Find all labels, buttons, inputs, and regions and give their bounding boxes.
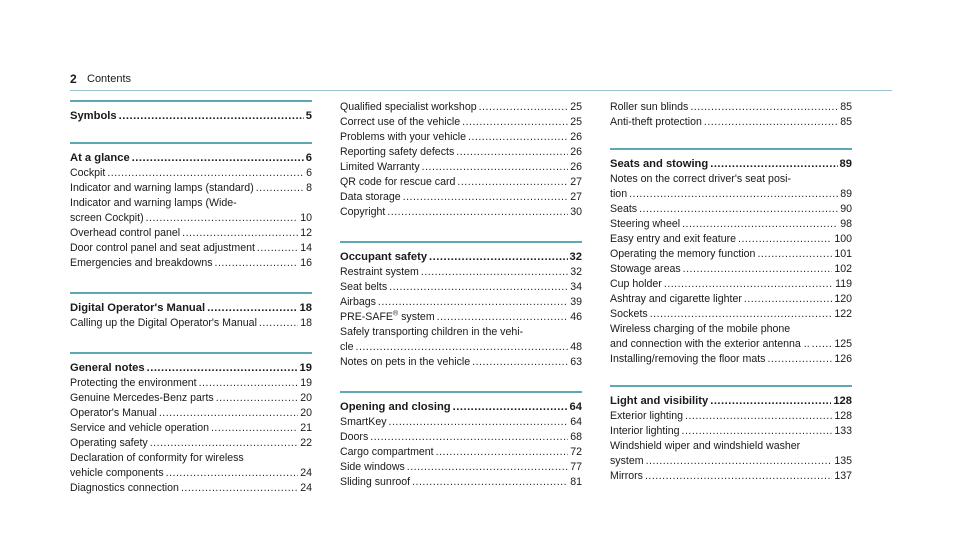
- leader-dots: [468, 130, 568, 145]
- leader-dots: [147, 360, 298, 376]
- leader-dots: [710, 393, 831, 409]
- toc-entry[interactable]: [70, 421, 312, 436]
- leader-dots: [207, 300, 297, 316]
- toc-entry-label: Reporting safety defects: [340, 146, 455, 158]
- toc-entry-label: Notes on pets in the vehicle: [340, 356, 471, 368]
- section-heading-label: Light and visibility: [610, 395, 709, 407]
- leader-dots: [683, 262, 833, 277]
- section-heading-label: Digital Operator's Manual: [70, 302, 206, 314]
- toc-entry-page: 20: [300, 392, 312, 404]
- section-heading-label: Seats and stowing: [610, 158, 709, 170]
- leader-dots: [259, 316, 298, 331]
- toc-entry-label: Data storage: [340, 191, 401, 203]
- toc-entry[interactable]: [610, 262, 852, 277]
- toc-entry-label: Restraint system: [340, 266, 419, 278]
- toc-section: [340, 100, 582, 220]
- toc-entry[interactable]: [70, 376, 312, 391]
- toc-entry-page: 25: [570, 101, 582, 113]
- toc-entry-page: 26: [570, 131, 582, 143]
- toc-entry-label: Seat belts: [340, 281, 388, 293]
- toc-entry[interactable]: [610, 337, 852, 352]
- section-heading[interactable]: [610, 393, 852, 409]
- toc-entry[interactable]: [70, 391, 312, 406]
- section-heading[interactable]: [70, 108, 312, 124]
- toc-entry-label: Emergencies and breakdowns: [70, 257, 213, 269]
- toc-entry[interactable]: [340, 475, 582, 490]
- leader-dots: [146, 211, 299, 226]
- toc-entry-label: Declaration of conformity for wireless: [70, 452, 244, 464]
- leader-dots: [457, 175, 568, 190]
- leader-dots: [199, 376, 299, 391]
- section-heading-page: 19: [299, 362, 312, 374]
- toc-section: [70, 292, 312, 331]
- toc-entry[interactable]: [340, 295, 582, 310]
- toc-entry-label: Ashtray and cigarette lighter: [610, 293, 742, 305]
- leader-dots: [767, 352, 832, 367]
- toc-entry-label: Service and vehicle operation: [70, 422, 209, 434]
- toc-entry-label: Operating the memory function: [610, 248, 756, 260]
- toc-entry-label: system: [610, 455, 644, 467]
- toc-entry-label: Interior lighting: [610, 425, 680, 437]
- leader-dots: [812, 337, 833, 352]
- toc-entry-label: Wireless charging of the mobile phone: [610, 323, 791, 335]
- toc-column-2: [340, 100, 582, 508]
- toc-entry-page: 6: [306, 167, 312, 179]
- toc-entry-label: tion: [610, 188, 628, 200]
- leader-dots: [215, 256, 299, 271]
- toc-entry-page: 72: [570, 446, 582, 458]
- leader-dots: [389, 415, 569, 430]
- toc-entry-page: 21: [300, 422, 312, 434]
- toc-section: [610, 148, 852, 367]
- leader-dots: [479, 100, 569, 115]
- toc-entry-page: 27: [570, 191, 582, 203]
- toc-entry-page: 8: [306, 182, 312, 194]
- toc-entry-page: 32: [570, 266, 582, 278]
- toc-entry-label: Windshield wiper and windshield washer: [610, 440, 801, 452]
- section-divider: [70, 292, 312, 294]
- section-divider: [610, 385, 852, 387]
- toc-entry[interactable]: [70, 226, 312, 241]
- section-heading-label: Symbols: [70, 110, 117, 122]
- toc-entry[interactable]: [340, 175, 582, 190]
- leader-dots: [107, 166, 304, 181]
- toc-entry-label: and connection with the exterior antenna ..: [610, 338, 810, 350]
- toc-entry[interactable]: [610, 469, 852, 484]
- toc-entry-page: 16: [300, 257, 312, 269]
- toc-entry-label: Mirrors: [610, 470, 643, 482]
- toc-entry-label: screen Cockpit): [70, 212, 144, 224]
- section-heading-label: General notes: [70, 362, 145, 374]
- section-heading-label: At a glance: [70, 152, 130, 164]
- toc-entry-label: Doors: [340, 431, 369, 443]
- toc-entry-page: 98: [840, 218, 852, 230]
- leader-dots: [370, 430, 568, 445]
- leader-dots: [682, 217, 838, 232]
- leader-dots: [132, 150, 304, 166]
- section-heading[interactable]: [70, 360, 312, 376]
- section-heading-page: 32: [569, 251, 582, 263]
- toc-entry[interactable]: [70, 181, 312, 196]
- toc-entry-page: 89: [840, 188, 852, 200]
- toc-entry-label: Calling up the Digital Operator's Manual: [70, 317, 257, 329]
- leader-dots: [710, 156, 837, 172]
- toc-entry[interactable]: [340, 415, 582, 430]
- leader-dots: [472, 355, 568, 370]
- toc-entry[interactable]: [610, 100, 852, 115]
- leader-dots: [150, 436, 298, 451]
- toc-entry-page: 18: [300, 317, 312, 329]
- toc-entry-label: Diagnostics connection: [70, 482, 179, 494]
- toc-entry-page: 100: [834, 233, 852, 245]
- toc-entry-page: 48: [570, 341, 582, 353]
- toc-entry-page: 64: [570, 416, 582, 428]
- toc-entry-page: 10: [300, 212, 312, 224]
- toc-entry-label: Copyright: [340, 206, 386, 218]
- toc-entry-page: 85: [840, 116, 852, 128]
- leader-dots: [646, 454, 833, 469]
- toc-entry-label: Cockpit: [70, 167, 106, 179]
- leader-dots: [159, 406, 298, 421]
- toc-entry[interactable]: [340, 190, 582, 205]
- toc-entry[interactable]: [340, 445, 582, 460]
- section-heading[interactable]: [70, 300, 312, 316]
- leader-dots: [421, 265, 568, 280]
- toc-entry-label: Notes on the correct driver's seat posi-: [610, 173, 792, 185]
- toc-entry[interactable]: [610, 352, 852, 367]
- section-divider: [70, 100, 312, 102]
- toc-section: [340, 391, 582, 490]
- toc-entry[interactable]: [610, 307, 852, 322]
- toc-entry-label: Overhead control panel: [70, 227, 181, 239]
- toc-entry-page: 14: [300, 242, 312, 254]
- toc-entry[interactable]: [340, 160, 582, 175]
- leader-dots: [690, 100, 838, 115]
- leader-dots: [453, 399, 568, 415]
- leader-dots: [682, 424, 833, 439]
- toc-entry-page: 120: [834, 293, 852, 305]
- toc-entry[interactable]: [610, 424, 852, 439]
- toc-entry-label: Door control panel and seat adjustment: [70, 242, 255, 254]
- toc-entry-page: 135: [834, 455, 852, 467]
- toc-entry[interactable]: [70, 436, 312, 451]
- toc-entry-label: Problems with your vehicle: [340, 131, 466, 143]
- toc-section: [70, 100, 312, 124]
- toc-entry[interactable]: [340, 355, 582, 370]
- toc-entry-line[interactable]: [340, 325, 582, 340]
- leader-dots: [456, 145, 568, 160]
- section-heading-page: 5: [305, 110, 312, 122]
- toc-entry[interactable]: [610, 202, 852, 217]
- leader-dots: [403, 190, 569, 205]
- toc-entry[interactable]: [340, 340, 582, 355]
- toc-entry-page: 12: [300, 227, 312, 239]
- toc-entry-label: QR code for rescue card: [340, 176, 456, 188]
- page-title: Contents: [87, 73, 132, 85]
- toc-entry-label: Sockets: [610, 308, 648, 320]
- toc-entry-page: 77: [570, 461, 582, 473]
- leader-dots: [389, 280, 568, 295]
- toc-entry-page: 27: [570, 176, 582, 188]
- toc-entry-line[interactable]: [610, 322, 852, 337]
- toc-entry-page: 90: [840, 203, 852, 215]
- toc-entry[interactable]: [70, 481, 312, 496]
- section-heading[interactable]: [340, 249, 582, 265]
- toc-entry-page: 20: [300, 407, 312, 419]
- toc-entry[interactable]: [70, 466, 312, 481]
- section-heading-page: 18: [299, 302, 312, 314]
- section-heading-page: 89: [839, 158, 852, 170]
- toc-entry[interactable]: [340, 115, 582, 130]
- leader-dots: [166, 466, 299, 481]
- leader-dots: [645, 469, 832, 484]
- leader-dots: [744, 292, 832, 307]
- toc-entry[interactable]: [610, 292, 852, 307]
- toc-entry[interactable]: [340, 145, 582, 160]
- page-header: [70, 72, 892, 91]
- toc-entry-page: 137: [834, 470, 852, 482]
- toc-entry-label: Anti-theft protection: [610, 116, 702, 128]
- leader-dots: [211, 421, 298, 436]
- toc-entry-label: Safely transporting children in the vehi-: [340, 326, 524, 338]
- toc-entry-page: 128: [834, 410, 852, 422]
- leader-dots: [119, 108, 304, 124]
- section-heading-label: Occupant safety: [340, 251, 428, 263]
- toc-entry-page: 68: [570, 431, 582, 443]
- toc-entry-label: Seats: [610, 203, 638, 215]
- toc-entry-page: 85: [840, 101, 852, 113]
- toc-entry-page: 25: [570, 116, 582, 128]
- toc-entry-label: Roller sun blinds: [610, 101, 689, 113]
- toc-entry-label: Qualified specialist workshop: [340, 101, 477, 113]
- leader-dots: [436, 445, 569, 460]
- toc-entry[interactable]: [610, 217, 852, 232]
- leader-dots: [462, 115, 568, 130]
- toc-entry-line[interactable]: [70, 451, 312, 466]
- toc-entry[interactable]: [70, 406, 312, 421]
- leader-dots: [378, 295, 568, 310]
- toc-entry-page: 22: [300, 437, 312, 449]
- toc-column-3: [610, 100, 852, 502]
- toc-entry-page: 101: [834, 248, 852, 260]
- leader-dots: [685, 409, 832, 424]
- toc-entry-page: 119: [835, 278, 852, 290]
- toc-entry-label: Installing/removing the floor mats: [610, 353, 766, 365]
- toc-entry-page: 30: [570, 206, 582, 218]
- section-heading[interactable]: [340, 399, 582, 415]
- leader-dots: [407, 460, 568, 475]
- toc-entry-page: 81: [570, 476, 582, 488]
- section-heading[interactable]: [70, 150, 312, 166]
- toc-entry-label: Airbags: [340, 296, 376, 308]
- toc-entry-label: Cup holder: [610, 278, 662, 290]
- section-heading-page: 64: [569, 401, 582, 413]
- leader-dots: [738, 232, 832, 247]
- toc-entry-page: 63: [570, 356, 582, 368]
- toc-entry-label: Genuine Mercedes-Benz parts: [70, 392, 214, 404]
- toc-entry-label: Cargo compartment: [340, 446, 434, 458]
- toc-entry[interactable]: [610, 232, 852, 247]
- toc-entry-page: 133: [834, 425, 852, 437]
- section-divider: [610, 148, 852, 150]
- toc-entry-page: 39: [570, 296, 582, 308]
- toc-entry-label: Side windows: [340, 461, 405, 473]
- leader-dots: [422, 160, 569, 175]
- toc-entry[interactable]: [610, 454, 852, 469]
- toc-entry-label: Correct use of the vehicle: [340, 116, 461, 128]
- toc-entry-label: Operating safety: [70, 437, 148, 449]
- toc-section: [70, 352, 312, 496]
- toc-entry-label: PRE-SAFE® system: [340, 310, 435, 323]
- leader-dots: [387, 205, 568, 220]
- section-divider: [340, 391, 582, 393]
- leader-dots: [437, 310, 569, 325]
- toc-entry-label: Exterior lighting: [610, 410, 684, 422]
- section-heading-page: 128: [833, 395, 852, 407]
- leader-dots: [181, 481, 298, 496]
- toc-entry[interactable]: [340, 430, 582, 445]
- toc-entry[interactable]: [340, 100, 582, 115]
- toc-entry-page: 19: [300, 377, 312, 389]
- toc-entry-page: 125: [834, 338, 852, 350]
- leader-dots: [629, 187, 838, 202]
- page-number: 2: [70, 72, 77, 86]
- toc-entry-page: 26: [570, 161, 582, 173]
- toc-entry-label: Protecting the environment: [70, 377, 197, 389]
- toc-entry[interactable]: [610, 247, 852, 262]
- section-divider: [70, 352, 312, 354]
- toc-entry-label: Indicator and warning lamps (Wide-: [70, 197, 237, 209]
- leader-dots: [639, 202, 838, 217]
- toc-entry-label: Limited Warranty: [340, 161, 420, 173]
- toc-section: [610, 385, 852, 484]
- leader-dots: [757, 247, 832, 262]
- toc-entry[interactable]: [70, 256, 312, 271]
- section-heading[interactable]: [610, 156, 852, 172]
- leader-dots: [704, 115, 838, 130]
- toc-entry-page: 24: [300, 482, 312, 494]
- toc-entry[interactable]: [610, 187, 852, 202]
- toc-entry-line[interactable]: [70, 196, 312, 211]
- toc-entry-page: 34: [570, 281, 582, 293]
- toc-entry[interactable]: [610, 277, 852, 292]
- toc-entry[interactable]: [70, 241, 312, 256]
- toc-section: [70, 142, 312, 271]
- toc-entry-page: 46: [570, 311, 582, 323]
- toc-entry[interactable]: [340, 460, 582, 475]
- toc-entry-label: Sliding sunroof: [340, 476, 411, 488]
- toc-entry[interactable]: [610, 115, 852, 130]
- toc-column-1: [70, 100, 312, 514]
- toc-entry-label: cle: [340, 341, 354, 353]
- toc-entry-label: Easy entry and exit feature: [610, 233, 737, 245]
- leader-dots: [182, 226, 298, 241]
- toc-entry-label: Indicator and warning lamps (standard): [70, 182, 254, 194]
- toc-entry-page: 102: [834, 263, 852, 275]
- toc-entry[interactable]: [340, 310, 582, 325]
- toc-entry-label: Stowage areas: [610, 263, 681, 275]
- leader-dots: [256, 181, 304, 196]
- toc-entry[interactable]: [340, 130, 582, 145]
- toc-entry-label: vehicle components: [70, 467, 164, 479]
- toc-entry-page: 122: [834, 308, 852, 320]
- section-heading-label: Opening and closing: [340, 401, 451, 413]
- toc-entry[interactable]: [340, 205, 582, 220]
- leader-dots: [216, 391, 299, 406]
- toc-entry[interactable]: [340, 280, 582, 295]
- toc-entry[interactable]: [610, 409, 852, 424]
- section-heading-page: 6: [305, 152, 312, 164]
- leader-dots: [356, 340, 569, 355]
- toc-entry-label: Steering wheel: [610, 218, 681, 230]
- toc-entry[interactable]: [70, 316, 312, 331]
- toc-entry-label: Operator's Manual: [70, 407, 157, 419]
- toc-section: [340, 241, 582, 370]
- leader-dots: [257, 241, 298, 256]
- leader-dots: [412, 475, 568, 490]
- toc-entry-line[interactable]: [610, 439, 852, 454]
- section-divider: [340, 241, 582, 243]
- toc-entry-page: 24: [300, 467, 312, 479]
- toc-entry[interactable]: [70, 211, 312, 226]
- toc-entry-page: 26: [570, 146, 582, 158]
- toc-entry-page: 126: [834, 353, 852, 365]
- leader-dots: [664, 277, 833, 292]
- toc-section: [610, 100, 852, 130]
- leader-dots: [429, 249, 568, 265]
- leader-dots: [650, 307, 833, 322]
- toc-entry-line[interactable]: [610, 172, 852, 187]
- toc-entry[interactable]: [70, 166, 312, 181]
- section-divider: [70, 142, 312, 144]
- toc-entry[interactable]: [340, 265, 582, 280]
- toc-entry-label: SmartKey: [340, 416, 387, 428]
